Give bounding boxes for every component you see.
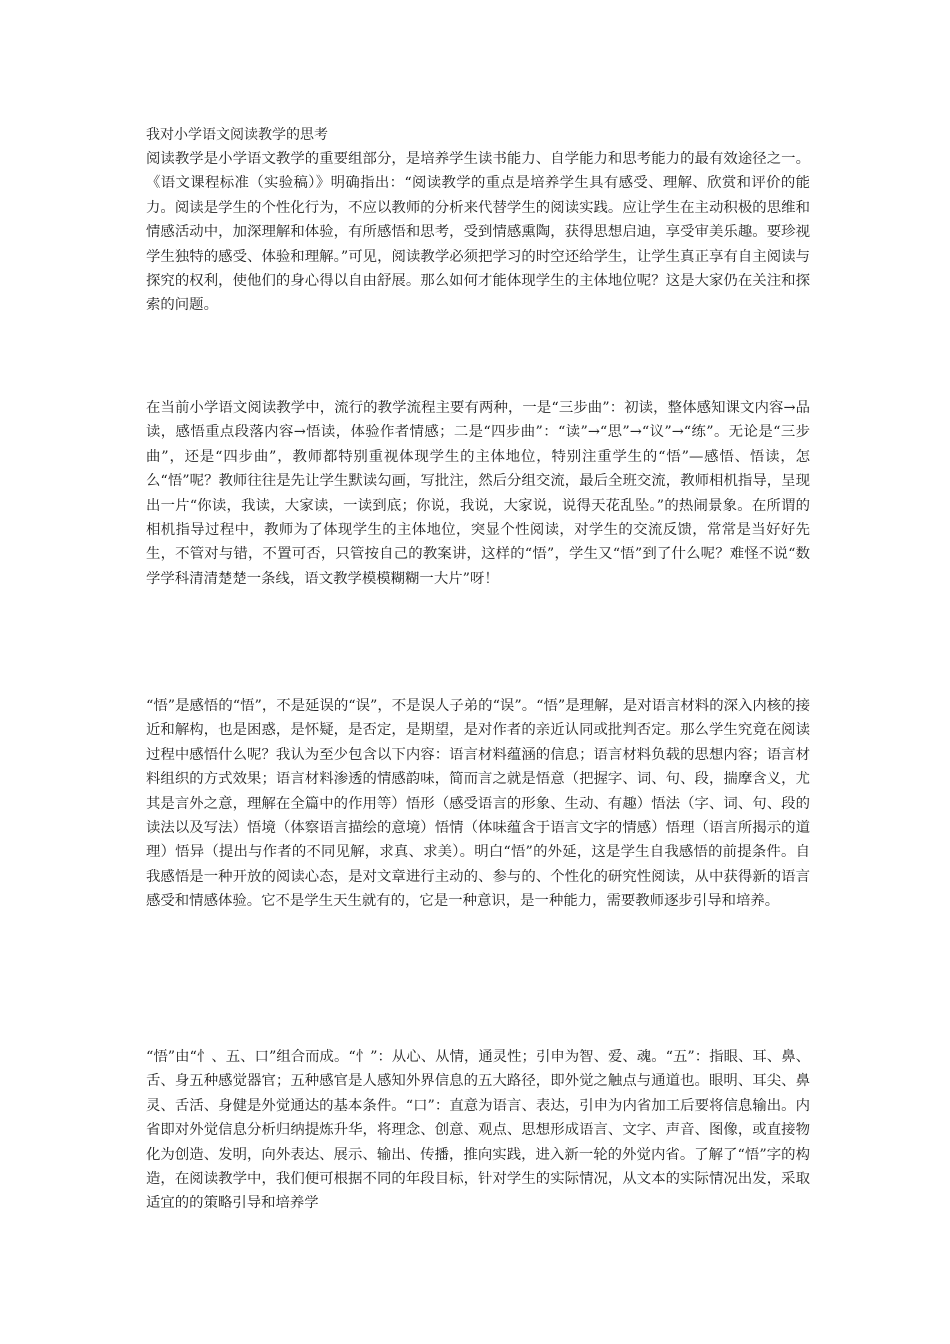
document-title: 我对小学语文阅读教学的思考 <box>146 127 328 143</box>
paragraph-2: 在当前小学语文阅读教学中，流行的教学流程主要有两种，一是“三步曲”：初读，整体感知课文内容→品读，感悟重点段落内容→悟读，体验作者情感；二是“四步曲”：“读”→“思”→“议”→“练”。无论是“三步曲”，还是“四步曲”，教师都特别重视体现学生的主体地位，特别注重学生的“悟”—感悟、悟读，怎么“悟”呢？教师往往是先让学生默读勾画，写批注，然后分组交流，最后全班交流，教师相机指导，呈现出一片“你读，我读，大家读，一读到底；你说，我说，大家说，说得天花乱坠。”的热闹景象。在所谓的相机指导过程中，教师为了体现学生的主体地位，突显个性阅读，对学生的交流反馈，常常是当好好先生，不管对与错，不置可否，只管按自己的教案讲，这样的“悟”，学生又“悟”到了什么呢？难怪不说“数学学科清清楚楚一条线，语文教学模模糊糊一大片”呀！ <box>146 400 810 587</box>
paragraph-4: “悟”由“忄、五、口”组合而成。“忄”：从心、从情，通灵性；引申为智、爱、魂。“五”：指眼、耳、鼻、舌、身五种感觉器官；五种感官是人感知外界信息的五大路径，即外觉之触点与通道也。眼明、耳尖、鼻灵、舌活、身健是外觉通达的基本条件。“口”：直意为语言、表达，引申为内省加工后要将信息输出。内省即对外觉信息分析归纳提炼升华，将理念、创意、观点、思想形成语言、文字、声音、图像，或直接物化为创造、发明，向外表达、展示、输出、传播，推向实践，进入新一轮的外觉内省。了解了“悟”字的构造，在阅读教学中，我们便可根据不同的年段目标，针对学生的实际情况，从文本的实际情况出发，采取适宜的的策略引导和培养学 <box>146 1049 810 1212</box>
paragraph-1: 阅读教学是小学语文教学的重要组部分，是培养学生读书能力、自学能力和思考能力的最有效途径之一。《语文课程标准（实验稿）》明确指出：“阅读教学的重点是培养学生具有感受、理解、欣赏和评价的能力。阅读是学生的个性化行为，不应以教师的分析来代替学生的阅读实践。应让学生在主动积极的思维和情感活动中，加深理解和体验，有所感悟和思考，受到情感熏陶，获得思想启迪，享受审美乐趣。要珍视学生独特的感受、体验和理解。”可见，阅读教学必须把学习的时空还给学生，让学生真正享有自主阅读与探究的权利，使他们的身心得以自由舒展。那么如何才能体现学生的主体地位呢？这是大家仍在关注和探索的问题。 <box>146 151 810 314</box>
paragraph-3: “悟”是感悟的“悟”，不是延误的“误”，不是误人子弟的“误”。“悟”是理解，是对语言材料的深入内核的接近和解构，也是困惑，是怀疑，是否定，是期望，是对作者的亲近认同或批判否定。那么学生究竟在阅读过程中感悟什么呢？我认为至少包含以下内容：语言材料蕴涵的信息；语言材料负载的思想内容；语言材料组织的方式效果；语言材料渗透的情感韵味，简而言之就是悟意（把握字、词、句、段，揣摩含义，尤其是言外之意，理解在全篇中的作用等）悟形（感受语言的形象、生动、有趣）悟法（字、词、句、段的读法以及写法）悟境（体察语言描绘的意境）悟情（体味蕴含于语言文字的情感）悟理（语言所揭示的道理）悟异（提出与作者的不同见解，求真、求美）。明白“悟”的外延，这是学生自我感悟的前提条件。自我感悟是一种开放的阅读心态，是对文章进行主动的、参与的、个性化的研究性阅读，从中获得新的语言感受和情感体验。它不是学生天生就有的，它是一种意识，是一种能力，需要教师逐步引导和培养。 <box>146 698 810 910</box>
